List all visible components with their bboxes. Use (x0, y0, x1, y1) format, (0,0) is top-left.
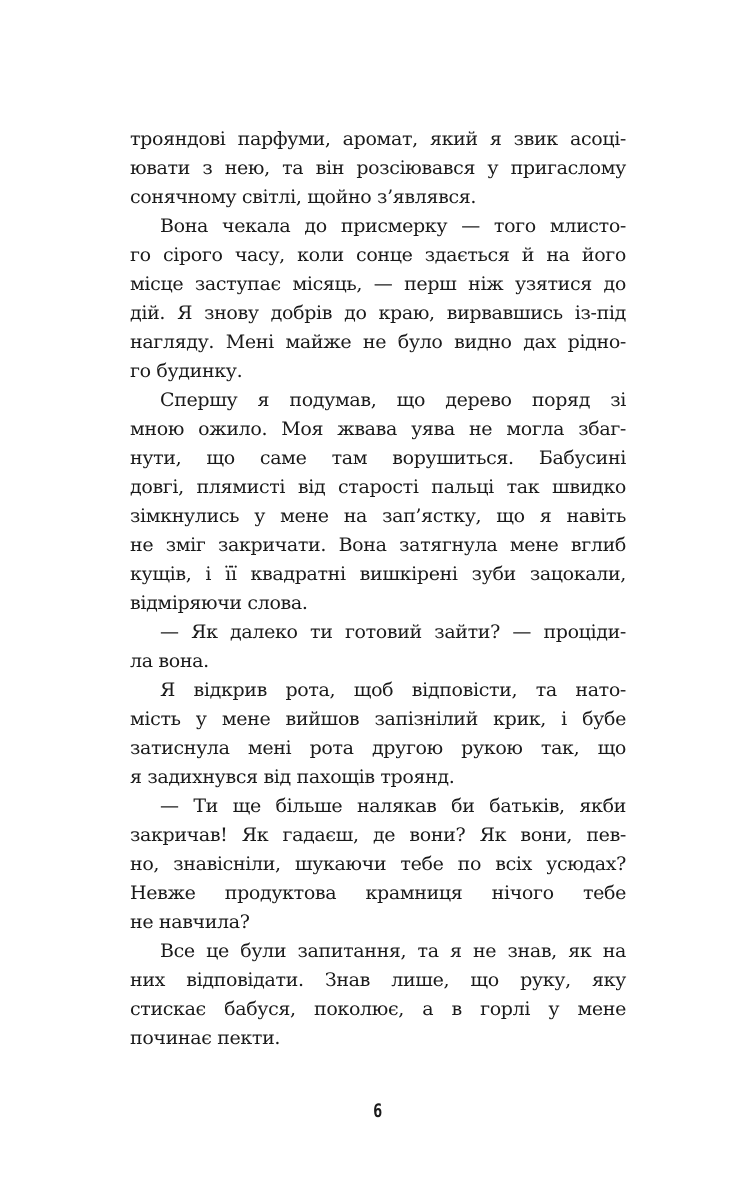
page-number-text: 6 (373, 1100, 383, 1122)
paragraph-5 (130, 676, 626, 792)
text-line: мість у мене вийшов запізнілий крик, і бубе (130, 708, 626, 730)
text-line: затиснула мені рота другою рукою так, що (130, 737, 626, 759)
text-line: відміряючи слова. (130, 592, 308, 614)
text-line: Я відкрив рота, щоб відповісти, та нато- (160, 679, 626, 701)
text-line: стискає бабуся, поколює, а в горлі у мене (130, 998, 626, 1020)
text-line: Невже продуктова крамниця нічого тебе (130, 882, 626, 904)
text-line: но, знавісніли, шукаючи тебе по всіх усюдах? (130, 853, 626, 875)
book-page-body (130, 125, 626, 1053)
text-line: сонячному світлі, щойно з’являвся. (130, 186, 477, 208)
text-line: го сірого часу, коли сонце здається й на його (130, 244, 626, 266)
paragraph-7 (130, 937, 626, 1053)
text-line: мною ожило. Моя жвава уява не могла збаг- (130, 418, 626, 440)
text-line: закричав! Як гадаєш, де вони? Як вони, пев- (130, 824, 626, 846)
text-line: них відповідати. Знав лише, що руку, яку (130, 969, 626, 991)
page-number (0, 1100, 756, 1122)
text-line: нагляду. Мені майже не було видно дах рідно- (130, 331, 626, 353)
paragraph-1 (130, 125, 626, 212)
text-line: місце заступає місяць, — перш ніж узятися до (130, 273, 626, 295)
text-line: Все це були запитання, та я не знав, як на (160, 940, 626, 962)
text-line: ювати з нею, та він розсіювався у пригаслому (130, 157, 626, 179)
text-line: нути, що саме там ворушиться. Бабусині (130, 447, 626, 469)
text-line: Спершу я подумав, що дерево поряд зі (160, 389, 626, 411)
text-line: го будинку. (130, 360, 243, 382)
text-line: не зміг закричати. Вона затягнула мене вглиб (130, 534, 626, 556)
text-line: кущів, і її квадратні вишкірені зуби зацокали, (130, 563, 626, 585)
paragraph-2 (130, 212, 626, 386)
paragraph-3 (130, 386, 626, 618)
text-line: не навчила? (130, 911, 250, 933)
paragraph-6 (130, 792, 626, 937)
text-line: Вона чекала до присмерку — того млисто- (160, 215, 626, 237)
text-line: ла вона. (130, 650, 209, 672)
text-line: довгі, плямисті від старості пальці так швидко (130, 476, 626, 498)
text-line: зімкнулись у мене на зап’ястку, що я навіть (130, 505, 626, 527)
text-line: починає пекти. (130, 1027, 281, 1049)
text-line: — Ти ще більше налякав би батьків, якби (160, 795, 626, 817)
text-line: трояндові парфуми, аромат, який я звик асоці- (130, 128, 626, 150)
text-line: дій. Я знову добрів до краю, вирвавшись із-під (130, 302, 626, 324)
text-line: — Як далеко ти готовий зайти? — проціди- (160, 621, 626, 643)
text-line: я задихнувся від пахощів троянд. (130, 766, 455, 788)
paragraph-4 (130, 618, 626, 676)
